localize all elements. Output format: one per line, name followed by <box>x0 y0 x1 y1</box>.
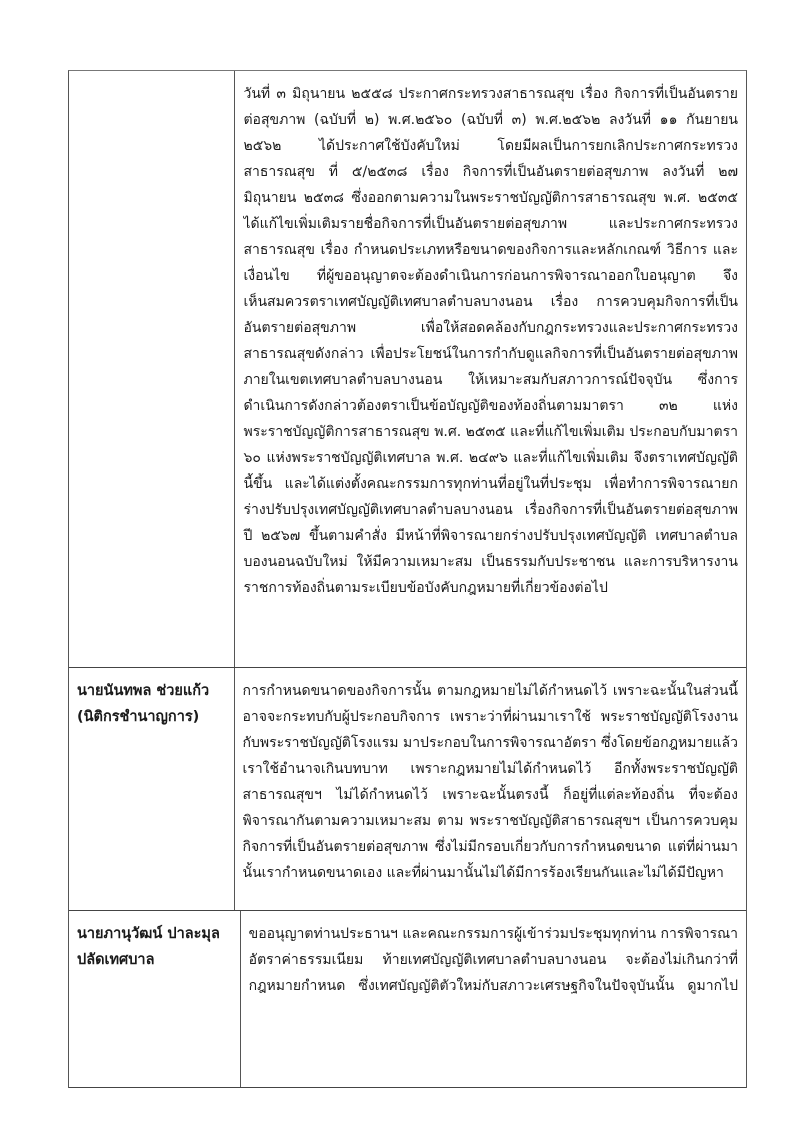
statement-line: กับพระราชบัญญัติโรงแรม มาประกอบในการพิจารณาอัตรา ซึ่งโดยข้อกฎหมายแล้ว <box>242 735 738 751</box>
statement-line: ๖๐ แห่งพระราชบัญญัติเทศบาล พ.ศ. ๒๔๙๖ และที่แก้ไขเพิ่มเติม จึงตราเทศบัญญัติ <box>243 450 738 466</box>
speaker-cell <box>69 668 235 910</box>
statement-line: ร่างปรับปรุงเทศบัญญัติเทศบาลตำบลบางนอน เรื่องกิจการที่เป็นอันตรายต่อสุขภาพ <box>243 502 738 518</box>
statement-line: พิจารณากันตามความเหมาะสม ตาม พระราชบัญญัติสาธารณสุขฯ เป็นการควบคุม <box>242 813 738 829</box>
statement-line: บองนอนฉบับใหม่ ให้มีความเหมาะสม เป็นธรรมกับประชาชน และการบริหารงาน <box>243 554 738 570</box>
statement-line: สาธารณสุขฯ ไม่ได้กำหนดไว้ เพราะฉะนั้นตรงนี้ ก็อยู่ที่แต่ละท้องถิ่น ที่จะต้อง <box>242 787 738 803</box>
statement-line: ขออนุญาตท่านประธานฯ และคณะกรรมการผู้เข้าร่วมประชุมทุกท่าน การพิจารณา <box>248 926 738 942</box>
speaker-position: ปลัดเทศบาล <box>77 952 155 968</box>
statement-line: ได้แก้ไขเพิ่มเติมรายชื่อกิจการที่เป็นอันตรายต่อสุขภาพ และประกาศกระทรวง <box>243 216 738 232</box>
statement-line: กฎหมายกำหนด ซึ่งเทศบัญญัติตัวใหม่กับสภาวะเศรษฐกิจในปัจจุบันนั้น ดูมากไป <box>248 978 738 994</box>
statement-line: วันที่ ๓ มิถุนายน ๒๕๕๘ ประกาศกระทรวงสาธารณสุข เรื่อง กิจการที่เป็นอันตราย <box>243 86 738 102</box>
statement-line: สาธารณสุขดังกล่าว เพื่อประโยชน์ในการกำกับดูแลกิจการที่เป็นอันตรายต่อสุขภาพ <box>243 346 738 362</box>
speaker-position: (นิติกรชำนาญการ) <box>77 709 200 725</box>
statement-line: ภายในเขตเทศบาลตำบลบางนอน ให้เหมาะสมกับสภาวการณ์ปัจจุบัน ซึ่งการ <box>243 372 738 388</box>
speaker-name: นายนันทพล ช่วยแก้ว <box>77 683 210 699</box>
statement-line: มิถุนายน ๒๕๓๘ ซึ่งออกตามความในพระราชบัญญัติการสาธารณสุข พ.ศ. ๒๕๓๕ <box>243 190 738 206</box>
speaker-name: นายภานุวัฒน์ ปาละมุล <box>77 926 220 942</box>
statement-line: ดำเนินการดังกล่าวต้องตราเป็นข้อบัญญัติของท้องถิ่นตามมาตรา ๓๒ แห่ง <box>243 398 738 414</box>
table-row <box>69 71 746 668</box>
statement-line: นี้ขึ้น และได้แต่งตั้งคณะกรรมการทุกท่านที่อยู่ในที่ประชุม เพื่อทำการพิจารณายก <box>243 476 738 492</box>
statement-line: กิจการที่เป็นอันตรายต่อสุขภาพ ซึ่งไม่มีกรอบเกี่ยวกับการกำหนดขนาด แต่ที่ผ่านมา <box>242 839 738 855</box>
statement-cell <box>235 668 746 910</box>
statement-line: สาธารณสุข ที่ ๕/๒๕๓๘ เรื่อง กิจการที่เป็นอันตรายต่อสุขภาพ ลงวันที่ ๒๗ <box>243 164 738 180</box>
statement-line: อาจจะกระทบกับผู้ประกอบกิจการ เพราะว่าที่ผ่านมาเราใช้ พระราชบัญญัติโรงงาน <box>242 709 738 725</box>
statement-line: นั้นเรากำหนดขนาดเอง และที่ผ่านมานั้นไม่ได้มีการร้องเรียนกันและไม่ได้มีปัญหา <box>242 865 724 881</box>
statement-cell <box>235 71 746 667</box>
statement-line: ปี ๒๕๖๗ ขึ้นตามคำสั่ง มีหน้าที่พิจารณายกร่างปรับปรุงเทศบัญญัติ เทศบาลตำบล <box>243 528 738 544</box>
statement-line: พระราชบัญญัติการสาธารณสุข พ.ศ. ๒๕๓๕ และที่แก้ไขเพิ่มเติม ประกอบกับมาตรา <box>243 424 738 440</box>
statement-line: อัตราค่าธรรมเนียม ท้ายเทศบัญญัติเทศบาลตำบลบางนอน จะต้องไม่เกินกว่าที่ <box>248 952 738 968</box>
statement-line: อันตรายต่อสุขภาพ เพื่อให้สอดคล้องกับกฎกระทรวงและประกาศกระทรวง <box>243 320 738 336</box>
speaker-cell <box>69 911 241 1087</box>
statement-line: เราใช้อำนาจเกินบทบาท เพราะกฎหมายไม่ได้กำหนดไว้ อีกทั้งพระราชบัญญัติ <box>242 761 738 777</box>
statement-line: ๒๕๖๒ ได้ประกาศใช้บังคับใหม่ โดยมีผลเป็นการยกเลิกประกาศกระทรวง <box>243 138 738 154</box>
statement-line: ราชการท้องถิ่นตามระเบียบข้อบังคับกฎหมายที่เกี่ยวข้องต่อไป <box>243 580 608 596</box>
statement-line: การกำหนดขนาดของกิจการนั้น ตามกฎหมายไม่ได้กำหนดไว้ เพราะฉะนั้นในส่วนนี้ <box>242 683 738 699</box>
statement-cell <box>241 911 746 1087</box>
statement-line: ต่อสุขภาพ (ฉบับที่ ๒) พ.ศ.๒๕๖๐ (ฉบับที่ ๓) พ.ศ.๒๕๖๒ ลงวันที่ ๑๑ กันยายน <box>243 112 738 128</box>
statement-line: เห็นสมควรตราเทศบัญญัติเทศบาลตำบลบางนอน เรื่อง การควบคุมกิจการที่เป็น <box>243 294 738 310</box>
table-row <box>69 668 746 911</box>
minutes-table <box>68 70 747 1088</box>
statement-line: สาธารณสุข เรื่อง กำหนดประเภทหรือขนาดของกิจการและหลักเกณฑ์ วิธีการ และ <box>243 242 738 258</box>
speaker-cell <box>69 71 235 667</box>
table-row <box>69 911 746 1088</box>
statement-line: เงื่อนไข ที่ผู้ขออนุญาตจะต้องดำเนินการก่อนการพิจารณาออกใบอนุญาต จึง <box>243 268 738 284</box>
